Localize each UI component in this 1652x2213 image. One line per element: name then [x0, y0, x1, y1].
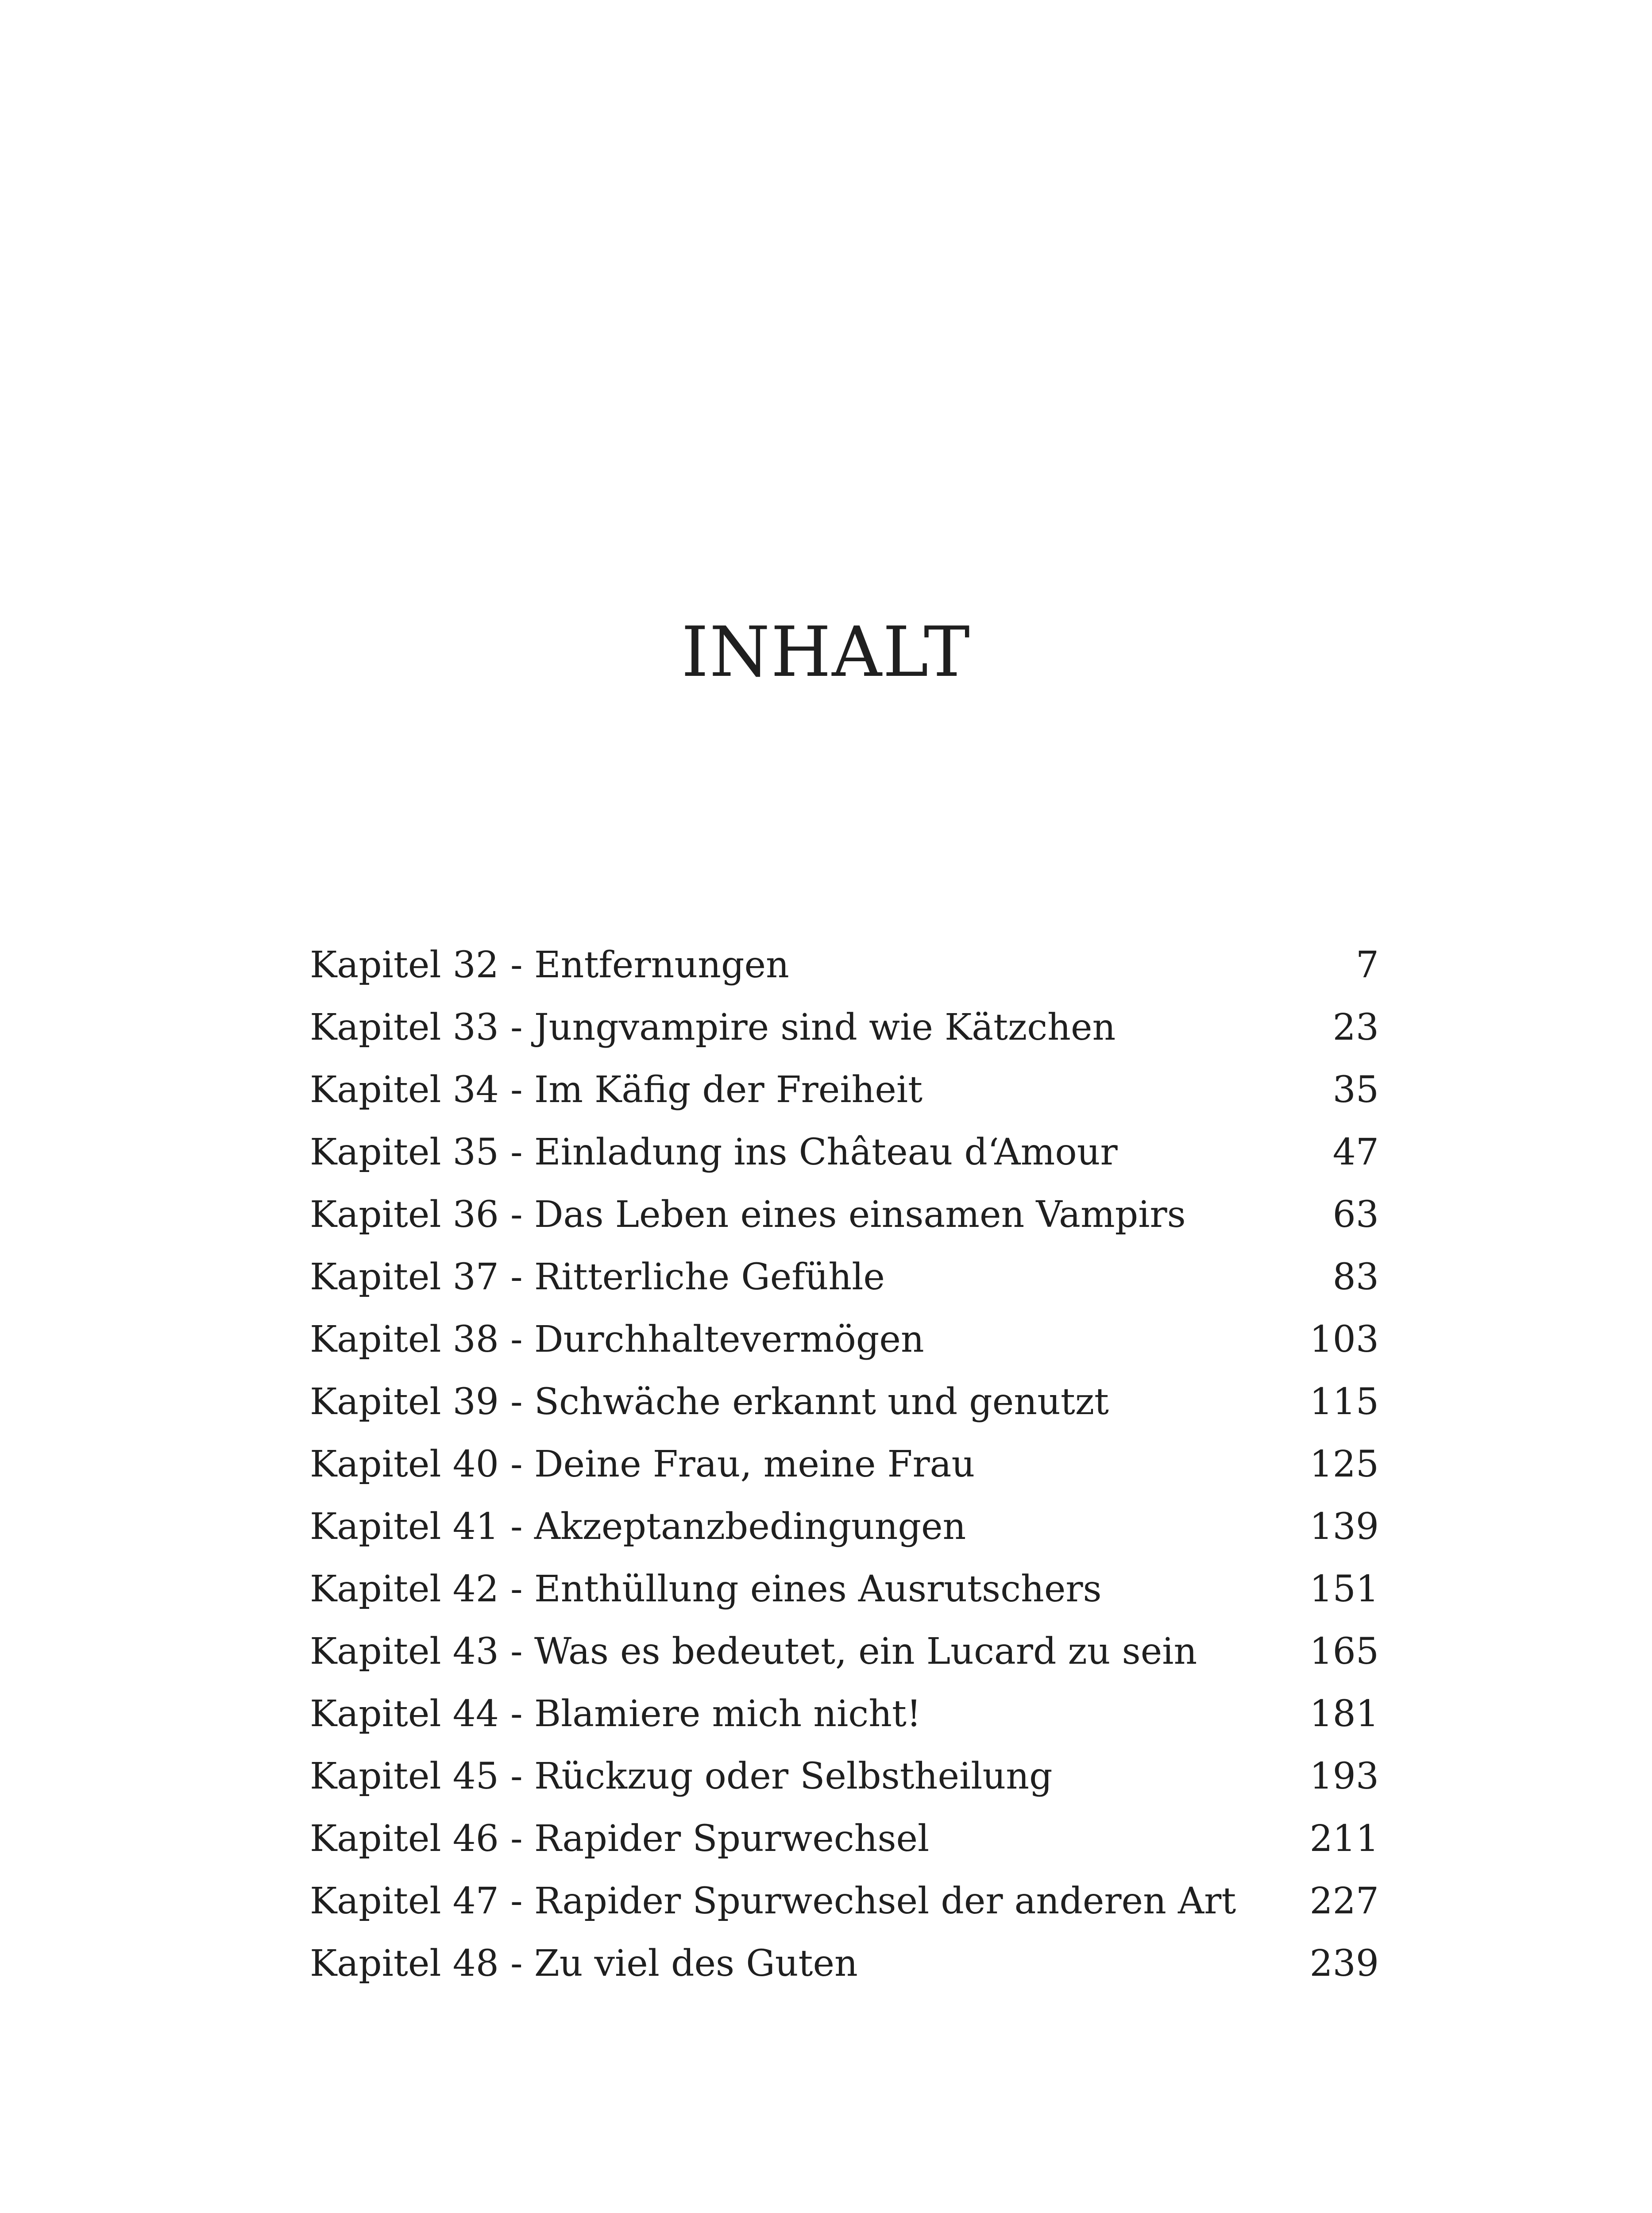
toc-entry-page: 47: [1332, 1131, 1379, 1173]
toc-entry-page: 151: [1309, 1568, 1379, 1610]
toc-entry: [310, 1308, 1379, 1371]
toc-entry-page: 139: [1309, 1506, 1379, 1548]
toc-entry: [310, 1870, 1379, 1932]
toc-entry-title: Kapitel 46 - Rapider Spurwechsel: [310, 1818, 930, 1860]
toc-entry-title: Kapitel 39 - Schwäche erkannt und genutzt: [310, 1381, 1109, 1423]
toc-entry: [310, 934, 1379, 996]
toc-entry-page: 103: [1309, 1319, 1379, 1361]
toc-entry: [310, 1496, 1379, 1558]
toc-entry-title: Kapitel 38 - Durchhaltevermögen: [310, 1319, 924, 1361]
toc-entry: [310, 1808, 1379, 1870]
toc-entry: [310, 1184, 1379, 1246]
toc-entry: [310, 1059, 1379, 1121]
toc-entry-page: 115: [1309, 1381, 1379, 1423]
toc-entry-title: Kapitel 35 - Einladung ins Château d‘Amour: [310, 1131, 1118, 1173]
toc-entry: [310, 1620, 1379, 1683]
toc-entry-title: Kapitel 34 - Im Käfig der Freiheit: [310, 1069, 923, 1111]
toc-entry-page: 239: [1309, 1943, 1379, 1985]
toc-entry-page: 7: [1355, 944, 1379, 986]
toc-entry: [310, 1745, 1379, 1808]
toc-entry-title: Kapitel 47 - Rapider Spurwechsel der anderen Art: [310, 1880, 1236, 1922]
table-of-contents: [310, 934, 1379, 1995]
toc-entry: [310, 1683, 1379, 1745]
toc-entry-page: 211: [1309, 1818, 1379, 1860]
toc-entry-page: 63: [1332, 1194, 1379, 1236]
toc-entry: [310, 1121, 1379, 1184]
toc-entry-page: 83: [1332, 1256, 1379, 1298]
toc-entry-page: 165: [1309, 1631, 1379, 1673]
toc-entry-title: Kapitel 33 - Jungvampire sind wie Kätzchen: [310, 1006, 1116, 1049]
toc-entry-title: Kapitel 43 - Was es bedeutet, ein Lucard zu sein: [310, 1631, 1197, 1673]
toc-entry-title: Kapitel 36 - Das Leben eines einsamen Vampirs: [310, 1194, 1186, 1236]
toc-entry-page: 193: [1309, 1755, 1379, 1797]
toc-entry-title: Kapitel 41 - Akzeptanzbedingungen: [310, 1506, 966, 1548]
toc-entry-page: 181: [1309, 1693, 1379, 1735]
toc-entry: [310, 1246, 1379, 1308]
toc-entry-title: Kapitel 42 - Enthüllung eines Ausrutschers: [310, 1568, 1102, 1610]
toc-entry-page: 35: [1332, 1069, 1379, 1111]
toc-entry: [310, 1558, 1379, 1620]
toc-entry: [310, 1371, 1379, 1433]
toc-entry: [310, 1433, 1379, 1496]
page-title: INHALT: [681, 612, 971, 692]
toc-entry-page: 125: [1309, 1443, 1379, 1485]
toc-entry-title: Kapitel 40 - Deine Frau, meine Frau: [310, 1443, 975, 1485]
toc-entry-title: Kapitel 44 - Blamiere mich nicht!: [310, 1693, 921, 1735]
toc-entry: [310, 996, 1379, 1059]
toc-entry-title: Kapitel 32 - Entfernungen: [310, 944, 789, 986]
toc-entry-page: 23: [1332, 1006, 1379, 1049]
toc-entry: [310, 1932, 1379, 1995]
toc-entry-title: Kapitel 48 - Zu viel des Guten: [310, 1943, 858, 1985]
toc-entry-page: 227: [1309, 1880, 1379, 1922]
toc-entry-title: Kapitel 37 - Ritterliche Gefühle: [310, 1256, 885, 1298]
toc-entry-title: Kapitel 45 - Rückzug oder Selbstheilung: [310, 1755, 1053, 1797]
